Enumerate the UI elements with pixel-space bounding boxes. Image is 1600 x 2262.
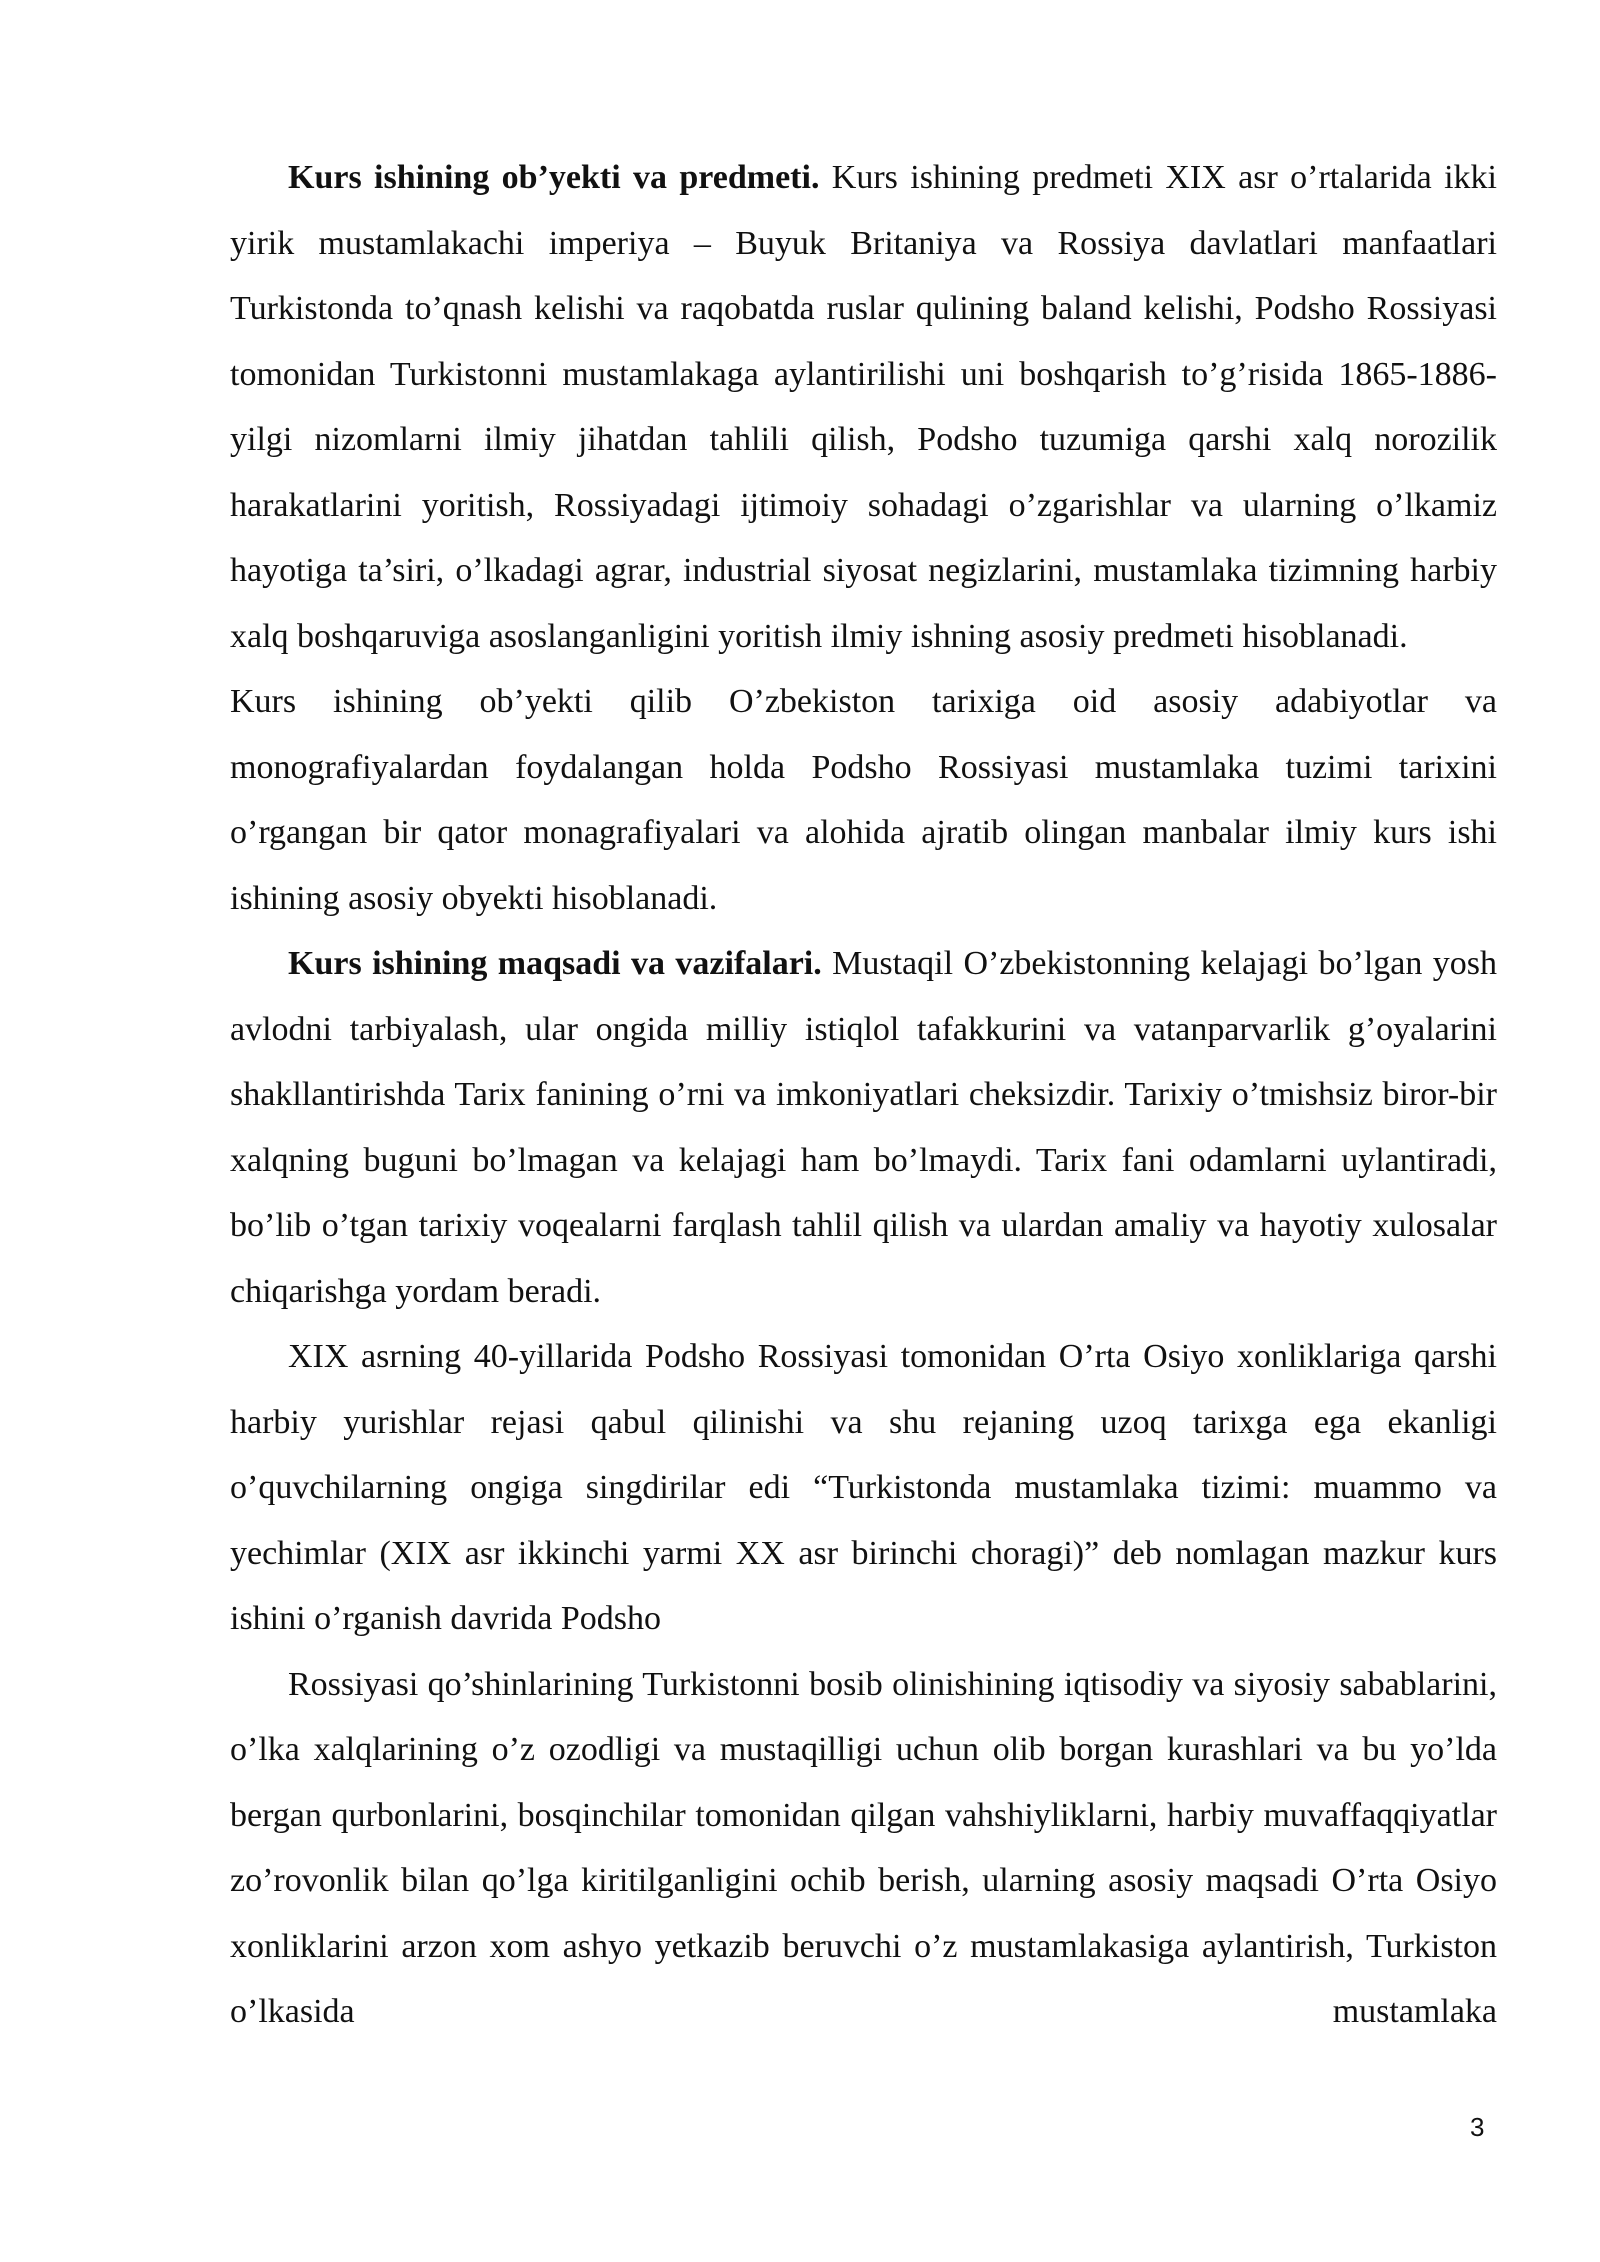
paragraph-military-campaigns <box>230 1324 1497 1652</box>
paragraph-object <box>230 669 1497 931</box>
paragraph-text: Mustaqil O’zbekistonning kelajagi bo’lgan yosh avlodni tarbiyalash, ular ongida milliy istiqlol tafakkurini va vatanparvarlik g’oyalarini shakllantirishda Tarix fanining o’rni va imkoniyatlari cheksizdir. Tarixiy o’tmishsiz biror-bir xalqning buguni bo’lmagan va kelajagi ham bo’lmaydi. Tarix fani odamlarni uylantiradi, bo’lib o’tgan tarixiy voqealarni farqlash tahlil qilish va ulardan amaliy va hayotiy xulosalar chiqarishga yordam beradi. <box>230 945 1497 1310</box>
paragraph-object-subject <box>230 145 1497 669</box>
paragraph-text: Rossiyasi qo’shinlarining Turkistonni bosib olinishining iqtisodiy va siyosiy sabablarini, o’lka xalqlarining o’z ozodligi va mustaqilligi uchun olib borgan kurashlari va bu yo’lda bergan qurbonlarini, bosqinchilar tomonidan qilgan vahshiyliklarni, harbiy muvaffaqqiyatlar zo’rovonlik bilan qo’lga kiritilganligini ochib berish, ularning asosiy maqsadi O’rta Osiyo xonliklarini arzon xom ashyo yetkazib beruvchi o’z mustamlakasiga aylantirish, Turkiston o’lkasida mustamlaka <box>230 1665 1497 2030</box>
paragraph-russian-troops <box>230 1652 1497 2045</box>
paragraph-text: Kurs ishining ob’yekti qilib O’zbekiston tarixiga oid asosiy adabiyotlar va monografiyalardan foydalangan holda Podsho Rossiyasi mustamlaka tuzimi tarixini o’rgangan bir qator monagrafiyalari va alohida ajratib olingan manbalar ilmiy kurs ishi ishining asosiy obyekti hisoblanadi. <box>230 683 1497 917</box>
paragraph-text: Kurs ishining predmeti XIX asr o’rtalarida ikki yirik mustamlakachi imperiya – Buyuk Britaniya va Rossiya davlatlari manfaatlari Turkistonda to’qnash kelishi va raqobatda ruslar qulining baland kelishi, Podsho Rossiyasi tomonidan Turkistonni mustamlakaga aylantirilishi uni boshqarish to’g’risida 1865-1886-yilgi nizomlarni ilmiy jihatdan tahlili qilish, Podsho tuzumiga qarshi xalq norozilik harakatlarini yoritish, Rossiyadagi ijtimoiy sohadagi o’zgarishlar va ularning o’lkamiz hayotiga ta’siri, o’lkadagi agrar, industrial siyosat negizlarini, mustamlaka tizimning harbiy xalq boshqaruviga asoslanganligini yoritish ilmiy ishning asosiy predmeti hisoblanadi. <box>230 159 1497 655</box>
paragraph-text: XIX asrning 40-yillarida Podsho Rossiyasi tomonidan O’rta Osiyo xonliklariga qarshi harbiy yurishlar rejasi qabul qilinishi va shu rejaning uzoq tarixga ega ekanligi o’quvchilarning ongiga singdirilar edi “Turkistonda mustamlaka tizimi: muammo va yechimlar (XIX asr ikkinchi yarmi XX asr birinchi choragi)” deb nomlagan mazkur kurs ishini o’rganish davrida Podsho <box>230 1338 1497 1637</box>
paragraph-goals-tasks <box>230 931 1497 1324</box>
section-heading-object-subject: Kurs ishining ob’yekti va predmeti. <box>288 159 820 196</box>
page-body <box>230 145 1497 2045</box>
section-heading-goals-tasks: Kurs ishining maqsadi va vazifalari. <box>288 945 822 982</box>
page-number: 3 <box>1470 2112 1485 2142</box>
